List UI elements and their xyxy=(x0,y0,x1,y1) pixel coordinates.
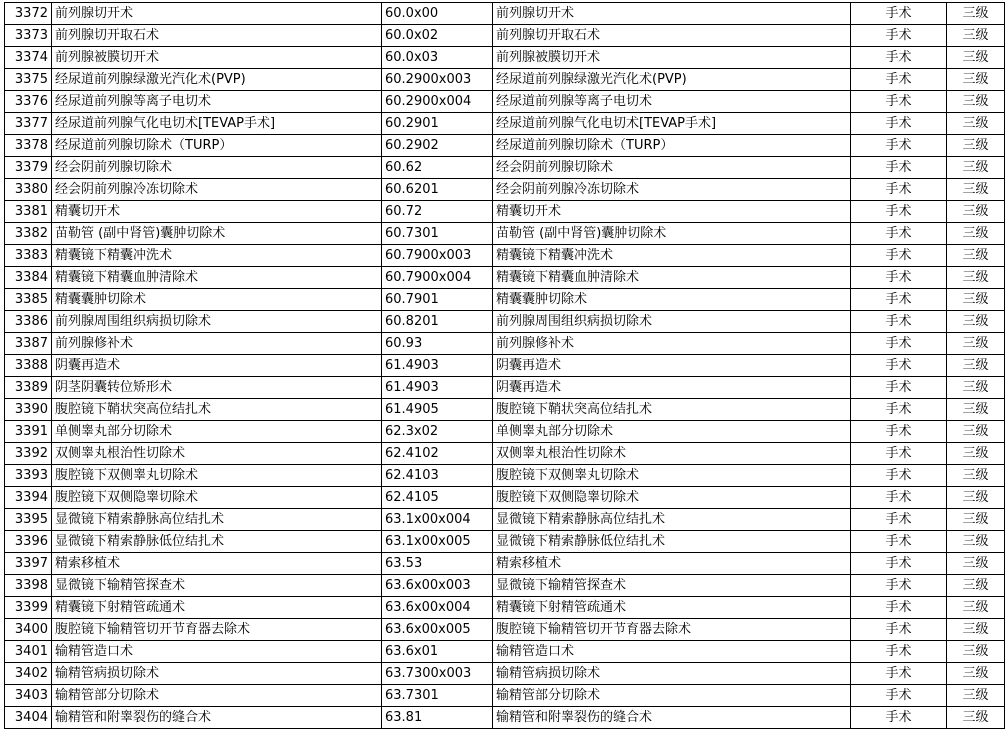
procedure-code-cell: 60.0x02 xyxy=(382,25,493,47)
procedure-code-cell: 60.0x03 xyxy=(382,47,493,69)
standard-name-cell: 腹腔镜下双侧隐睾切除术 xyxy=(493,487,851,509)
table-row xyxy=(5,25,1005,47)
level-cell: 三级 xyxy=(947,289,1005,311)
table-row xyxy=(5,333,1005,355)
standard-name-cell: 单侧睾丸部分切除术 xyxy=(493,421,851,443)
standard-name-cell: 输精管病损切除术 xyxy=(493,663,851,685)
level-cell: 三级 xyxy=(947,311,1005,333)
procedure-name-cell: 双侧睾丸根治性切除术 xyxy=(52,443,382,465)
standard-name-cell: 输精管造口术 xyxy=(493,641,851,663)
standard-name-cell: 苗勒管 (副中肾管)囊肿切除术 xyxy=(493,223,851,245)
procedure-code-cell: 63.7300x003 xyxy=(382,663,493,685)
procedure-name-cell: 精索移植术 xyxy=(52,553,382,575)
procedure-code-cell: 60.2901 xyxy=(382,113,493,135)
procedure-code-cell: 60.7900x003 xyxy=(382,245,493,267)
procedure-name-cell: 精囊镜下精囊血肿清除术 xyxy=(52,267,382,289)
level-cell: 三级 xyxy=(947,47,1005,69)
category-cell: 手术 xyxy=(851,289,947,311)
row-number-cell: 3402 xyxy=(5,663,52,685)
procedure-code-cell: 60.72 xyxy=(382,201,493,223)
table-row xyxy=(5,597,1005,619)
table-body xyxy=(5,3,1005,729)
standard-name-cell: 经尿道前列腺绿激光汽化术(PVP) xyxy=(493,69,851,91)
table-row xyxy=(5,91,1005,113)
procedure-name-cell: 输精管和附睾裂伤的缝合术 xyxy=(52,707,382,729)
row-number-cell: 3382 xyxy=(5,223,52,245)
procedure-name-cell: 前列腺切开取石术 xyxy=(52,25,382,47)
procedure-name-cell: 输精管部分切除术 xyxy=(52,685,382,707)
procedure-name-cell: 显微镜下输精管探查术 xyxy=(52,575,382,597)
level-cell: 三级 xyxy=(947,267,1005,289)
row-number-cell: 3391 xyxy=(5,421,52,443)
row-number-cell: 3396 xyxy=(5,531,52,553)
category-cell: 手术 xyxy=(851,443,947,465)
procedure-code-cell: 63.1x00x004 xyxy=(382,509,493,531)
standard-name-cell: 阴囊再造术 xyxy=(493,377,851,399)
category-cell: 手术 xyxy=(851,179,947,201)
standard-name-cell: 腹腔镜下输精管切开节育器去除术 xyxy=(493,619,851,641)
row-number-cell: 3403 xyxy=(5,685,52,707)
row-number-cell: 3378 xyxy=(5,135,52,157)
standard-name-cell: 显微镜下精索静脉高位结扎术 xyxy=(493,509,851,531)
standard-name-cell: 经尿道前列腺切除术（TURP） xyxy=(493,135,851,157)
procedure-name-cell: 输精管病损切除术 xyxy=(52,663,382,685)
procedure-code-cell: 62.4102 xyxy=(382,443,493,465)
procedure-name-cell: 显微镜下精索静脉低位结扎术 xyxy=(52,531,382,553)
standard-name-cell: 经尿道前列腺等离子电切术 xyxy=(493,91,851,113)
category-cell: 手术 xyxy=(851,421,947,443)
standard-name-cell: 精囊切开术 xyxy=(493,201,851,223)
procedure-code-cell: 63.6x00x004 xyxy=(382,597,493,619)
table-row xyxy=(5,685,1005,707)
procedure-code-cell: 60.2900x004 xyxy=(382,91,493,113)
table-row xyxy=(5,3,1005,25)
category-cell: 手术 xyxy=(851,487,947,509)
procedure-name-cell: 前列腺周围组织病损切除术 xyxy=(52,311,382,333)
category-cell: 手术 xyxy=(851,355,947,377)
procedure-name-cell: 输精管造口术 xyxy=(52,641,382,663)
procedure-code-cell: 63.6x00x003 xyxy=(382,575,493,597)
procedure-code-cell: 61.4905 xyxy=(382,399,493,421)
level-cell: 三级 xyxy=(947,553,1005,575)
standard-name-cell: 精囊镜下精囊血肿清除术 xyxy=(493,267,851,289)
level-cell: 三级 xyxy=(947,707,1005,729)
table-row xyxy=(5,311,1005,333)
category-cell: 手术 xyxy=(851,553,947,575)
level-cell: 三级 xyxy=(947,487,1005,509)
row-number-cell: 3389 xyxy=(5,377,52,399)
procedure-code-cell: 60.2902 xyxy=(382,135,493,157)
procedure-code-cell: 62.4105 xyxy=(382,487,493,509)
row-number-cell: 3383 xyxy=(5,245,52,267)
category-cell: 手术 xyxy=(851,91,947,113)
level-cell: 三级 xyxy=(947,201,1005,223)
level-cell: 三级 xyxy=(947,575,1005,597)
procedure-code-cell: 60.62 xyxy=(382,157,493,179)
table-row xyxy=(5,641,1005,663)
level-cell: 三级 xyxy=(947,663,1005,685)
table-row xyxy=(5,531,1005,553)
row-number-cell: 3390 xyxy=(5,399,52,421)
procedure-code-cell: 62.4103 xyxy=(382,465,493,487)
row-number-cell: 3394 xyxy=(5,487,52,509)
level-cell: 三级 xyxy=(947,685,1005,707)
standard-name-cell: 经尿道前列腺气化电切术[TEVAP手术] xyxy=(493,113,851,135)
procedure-name-cell: 阴囊再造术 xyxy=(52,355,382,377)
row-number-cell: 3377 xyxy=(5,113,52,135)
table-row xyxy=(5,707,1005,729)
procedure-code-cell: 60.0x00 xyxy=(382,3,493,25)
table-row xyxy=(5,179,1005,201)
standard-name-cell: 显微镜下输精管探查术 xyxy=(493,575,851,597)
row-number-cell: 3375 xyxy=(5,69,52,91)
table-row xyxy=(5,135,1005,157)
category-cell: 手术 xyxy=(851,465,947,487)
procedure-name-cell: 经尿道前列腺等离子电切术 xyxy=(52,91,382,113)
category-cell: 手术 xyxy=(851,267,947,289)
level-cell: 三级 xyxy=(947,421,1005,443)
category-cell: 手术 xyxy=(851,575,947,597)
category-cell: 手术 xyxy=(851,223,947,245)
table-row xyxy=(5,465,1005,487)
level-cell: 三级 xyxy=(947,399,1005,421)
level-cell: 三级 xyxy=(947,597,1005,619)
row-number-cell: 3398 xyxy=(5,575,52,597)
procedure-table xyxy=(4,2,1005,729)
table-row xyxy=(5,487,1005,509)
table-row xyxy=(5,201,1005,223)
level-cell: 三级 xyxy=(947,3,1005,25)
procedure-name-cell: 显微镜下精索静脉高位结扎术 xyxy=(52,509,382,531)
row-number-cell: 3392 xyxy=(5,443,52,465)
level-cell: 三级 xyxy=(947,641,1005,663)
procedure-name-cell: 苗勒管 (副中肾管)囊肿切除术 xyxy=(52,223,382,245)
row-number-cell: 3388 xyxy=(5,355,52,377)
level-cell: 三级 xyxy=(947,443,1005,465)
procedure-code-cell: 63.6x01 xyxy=(382,641,493,663)
table-row xyxy=(5,663,1005,685)
procedure-code-cell: 60.7900x004 xyxy=(382,267,493,289)
category-cell: 手术 xyxy=(851,201,947,223)
table-row xyxy=(5,399,1005,421)
category-cell: 手术 xyxy=(851,399,947,421)
row-number-cell: 3393 xyxy=(5,465,52,487)
standard-name-cell: 精囊囊肿切除术 xyxy=(493,289,851,311)
category-cell: 手术 xyxy=(851,3,947,25)
table-row xyxy=(5,355,1005,377)
table-row xyxy=(5,619,1005,641)
procedure-code-cell: 60.7301 xyxy=(382,223,493,245)
row-number-cell: 3400 xyxy=(5,619,52,641)
procedure-name-cell: 腹腔镜下双侧睾丸切除术 xyxy=(52,465,382,487)
level-cell: 三级 xyxy=(947,619,1005,641)
procedure-code-cell: 63.53 xyxy=(382,553,493,575)
category-cell: 手术 xyxy=(851,311,947,333)
row-number-cell: 3397 xyxy=(5,553,52,575)
standard-name-cell: 前列腺被膜切开术 xyxy=(493,47,851,69)
row-number-cell: 3380 xyxy=(5,179,52,201)
category-cell: 手术 xyxy=(851,135,947,157)
row-number-cell: 3399 xyxy=(5,597,52,619)
row-number-cell: 3385 xyxy=(5,289,52,311)
standard-name-cell: 输精管部分切除术 xyxy=(493,685,851,707)
category-cell: 手术 xyxy=(851,333,947,355)
procedure-code-cell: 63.6x00x005 xyxy=(382,619,493,641)
procedure-code-cell: 60.7901 xyxy=(382,289,493,311)
row-number-cell: 3401 xyxy=(5,641,52,663)
category-cell: 手术 xyxy=(851,377,947,399)
procedure-name-cell: 经尿道前列腺切除术（TURP） xyxy=(52,135,382,157)
table-row xyxy=(5,245,1005,267)
procedure-code-cell: 60.8201 xyxy=(382,311,493,333)
row-number-cell: 3395 xyxy=(5,509,52,531)
procedure-code-cell: 63.81 xyxy=(382,707,493,729)
row-number-cell: 3387 xyxy=(5,333,52,355)
standard-name-cell: 前列腺切开取石术 xyxy=(493,25,851,47)
table-row xyxy=(5,69,1005,91)
standard-name-cell: 精囊镜下射精管疏通术 xyxy=(493,597,851,619)
table-row xyxy=(5,421,1005,443)
category-cell: 手术 xyxy=(851,597,947,619)
table-row xyxy=(5,157,1005,179)
table-row xyxy=(5,113,1005,135)
level-cell: 三级 xyxy=(947,223,1005,245)
category-cell: 手术 xyxy=(851,113,947,135)
procedure-code-cell: 60.2900x003 xyxy=(382,69,493,91)
standard-name-cell: 阴囊再造术 xyxy=(493,355,851,377)
row-number-cell: 3381 xyxy=(5,201,52,223)
procedure-code-cell: 61.4903 xyxy=(382,377,493,399)
procedure-name-cell: 经尿道前列腺绿激光汽化术(PVP) xyxy=(52,69,382,91)
table-row xyxy=(5,47,1005,69)
row-number-cell: 3373 xyxy=(5,25,52,47)
level-cell: 三级 xyxy=(947,135,1005,157)
procedure-name-cell: 经会阴前列腺冷冻切除术 xyxy=(52,179,382,201)
procedure-code-cell: 61.4903 xyxy=(382,355,493,377)
row-number-cell: 3386 xyxy=(5,311,52,333)
standard-name-cell: 精囊镜下精囊冲洗术 xyxy=(493,245,851,267)
standard-name-cell: 腹腔镜下双侧睾丸切除术 xyxy=(493,465,851,487)
category-cell: 手术 xyxy=(851,707,947,729)
category-cell: 手术 xyxy=(851,685,947,707)
level-cell: 三级 xyxy=(947,355,1005,377)
standard-name-cell: 双侧睾丸根治性切除术 xyxy=(493,443,851,465)
procedure-name-cell: 经会阴前列腺切除术 xyxy=(52,157,382,179)
procedure-code-cell: 63.7301 xyxy=(382,685,493,707)
row-number-cell: 3384 xyxy=(5,267,52,289)
standard-name-cell: 前列腺周围组织病损切除术 xyxy=(493,311,851,333)
category-cell: 手术 xyxy=(851,641,947,663)
level-cell: 三级 xyxy=(947,465,1005,487)
level-cell: 三级 xyxy=(947,333,1005,355)
row-number-cell: 3379 xyxy=(5,157,52,179)
table-row xyxy=(5,223,1005,245)
category-cell: 手术 xyxy=(851,619,947,641)
table-row xyxy=(5,443,1005,465)
standard-name-cell: 精索移植术 xyxy=(493,553,851,575)
procedure-name-cell: 腹腔镜下鞘状突高位结扎术 xyxy=(52,399,382,421)
standard-name-cell: 经会阴前列腺切除术 xyxy=(493,157,851,179)
category-cell: 手术 xyxy=(851,25,947,47)
level-cell: 三级 xyxy=(947,25,1005,47)
level-cell: 三级 xyxy=(947,245,1005,267)
procedure-name-cell: 阴茎阴囊转位矫形术 xyxy=(52,377,382,399)
table-row xyxy=(5,553,1005,575)
level-cell: 三级 xyxy=(947,531,1005,553)
procedure-name-cell: 单侧睾丸部分切除术 xyxy=(52,421,382,443)
procedure-name-cell: 腹腔镜下输精管切开节育器去除术 xyxy=(52,619,382,641)
row-number-cell: 3404 xyxy=(5,707,52,729)
category-cell: 手术 xyxy=(851,663,947,685)
procedure-code-cell: 60.6201 xyxy=(382,179,493,201)
table-row xyxy=(5,289,1005,311)
table-row xyxy=(5,377,1005,399)
standard-name-cell: 显微镜下精索静脉低位结扎术 xyxy=(493,531,851,553)
category-cell: 手术 xyxy=(851,47,947,69)
table-row xyxy=(5,267,1005,289)
level-cell: 三级 xyxy=(947,509,1005,531)
procedure-name-cell: 经尿道前列腺气化电切术[TEVAP手术] xyxy=(52,113,382,135)
level-cell: 三级 xyxy=(947,179,1005,201)
level-cell: 三级 xyxy=(947,69,1005,91)
row-number-cell: 3374 xyxy=(5,47,52,69)
procedure-code-cell: 63.1x00x005 xyxy=(382,531,493,553)
table-row xyxy=(5,575,1005,597)
procedure-code-cell: 62.3x02 xyxy=(382,421,493,443)
procedure-name-cell: 精囊切开术 xyxy=(52,201,382,223)
row-number-cell: 3372 xyxy=(5,3,52,25)
procedure-name-cell: 精囊镜下精囊冲洗术 xyxy=(52,245,382,267)
standard-name-cell: 输精管和附睾裂伤的缝合术 xyxy=(493,707,851,729)
standard-name-cell: 经会阴前列腺冷冻切除术 xyxy=(493,179,851,201)
procedure-name-cell: 前列腺修补术 xyxy=(52,333,382,355)
procedure-name-cell: 精囊镜下射精管疏通术 xyxy=(52,597,382,619)
level-cell: 三级 xyxy=(947,377,1005,399)
category-cell: 手术 xyxy=(851,69,947,91)
level-cell: 三级 xyxy=(947,113,1005,135)
procedure-name-cell: 前列腺被膜切开术 xyxy=(52,47,382,69)
category-cell: 手术 xyxy=(851,531,947,553)
row-number-cell: 3376 xyxy=(5,91,52,113)
level-cell: 三级 xyxy=(947,157,1005,179)
level-cell: 三级 xyxy=(947,91,1005,113)
procedure-name-cell: 腹腔镜下双侧隐睾切除术 xyxy=(52,487,382,509)
procedure-name-cell: 前列腺切开术 xyxy=(52,3,382,25)
standard-name-cell: 前列腺切开术 xyxy=(493,3,851,25)
table-row xyxy=(5,509,1005,531)
category-cell: 手术 xyxy=(851,157,947,179)
category-cell: 手术 xyxy=(851,245,947,267)
procedure-code-cell: 60.93 xyxy=(382,333,493,355)
category-cell: 手术 xyxy=(851,509,947,531)
standard-name-cell: 腹腔镜下鞘状突高位结扎术 xyxy=(493,399,851,421)
standard-name-cell: 前列腺修补术 xyxy=(493,333,851,355)
procedure-name-cell: 精囊囊肿切除术 xyxy=(52,289,382,311)
